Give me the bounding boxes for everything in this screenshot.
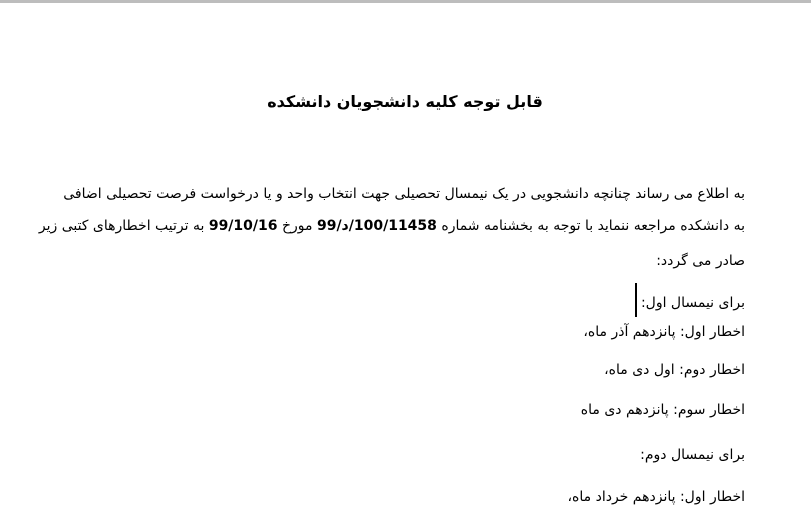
circular-date: 99/10/16 [208, 218, 278, 234]
list-item-semester1-header[interactable] [631, 283, 745, 317]
text-cursor [635, 283, 637, 317]
page-top-border [0, 0, 811, 3]
paragraph-line-2[interactable] [39, 218, 745, 234]
list-item-warning3-fall[interactable]: اخطار سوم: پانزدهم دی ماه [580, 402, 745, 418]
list-item-semester1-header-text: برای نیمسال اول: [640, 295, 745, 311]
list-item-warning1-fall[interactable]: اخطار اول: پانزدهم آذر ماه، [583, 324, 745, 340]
paragraph-line-3[interactable]: صادر می گردد: [656, 253, 745, 269]
paragraph-line-2-text-b: مورخ [277, 218, 317, 234]
list-item-warning2-fall[interactable]: اخطار دوم: اول دی ماه، [604, 362, 745, 378]
list-item-warning1-spring[interactable]: اخطار اول: پانزدهم خرداد ماه، [567, 489, 745, 505]
paragraph-line-2-text-c: به ترتیب اخطارهای کتبی زیر [38, 218, 209, 234]
circular-number: 100/11458/د/99 [316, 218, 437, 234]
document-title[interactable]: قابل توجه کلیه دانشجویان دانشکده [267, 92, 543, 111]
list-item-semester2-header[interactable]: برای نیمسال دوم: [640, 447, 745, 463]
paragraph-line-2-text-a: به دانشکده مراجعه ننماید با توجه به بخشنامه شماره [436, 218, 745, 234]
paragraph-line-1[interactable]: به اطلاع می رساند چنانچه دانشجویی در یک نیمسال تحصیلی جهت انتخاب واحد و یا درخواست فرصت تحصیلی اضافی [63, 186, 745, 202]
